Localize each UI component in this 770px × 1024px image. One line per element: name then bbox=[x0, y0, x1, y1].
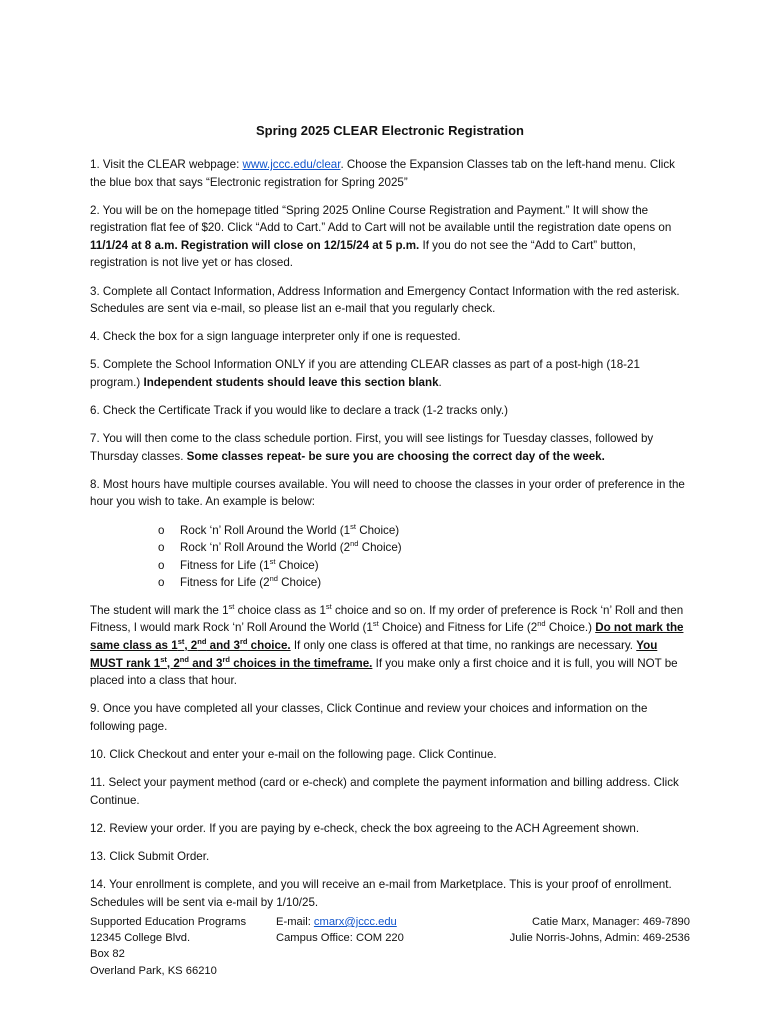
step-11: 11. Select your payment method (card or e-check) and complete the payment information and billing address. Click Continue. bbox=[90, 776, 679, 807]
list-item: o Fitness for Life (2nd Choice) bbox=[158, 574, 690, 592]
instructions-body bbox=[90, 122, 690, 922]
step-14: 14. Your enrollment is complete, and you will receive an e-mail from Marketplace. This is your proof of enrollment. Schedules will be sent via e-mail by 1/10/25. bbox=[90, 878, 672, 909]
staff-line: Catie Marx, Manager: 469-7890 bbox=[532, 916, 690, 928]
bullet-marker: o bbox=[158, 523, 165, 537]
staff-line: Julie Norris-Johns, Admin: 469-2536 bbox=[509, 932, 690, 945]
step-8: 8. Most hours have multiple courses available. You will need to choose the classes in your order of preference in the hour you wish to take. An example is below: bbox=[90, 477, 685, 509]
choice-example-list bbox=[90, 522, 690, 592]
list-item: o Fitness for Life (1st Choice) bbox=[158, 557, 690, 575]
bullet-marker: o bbox=[158, 558, 165, 572]
email-link[interactable]: cmarx@jccc.edu bbox=[313, 916, 397, 928]
bullet-marker: o bbox=[158, 541, 165, 555]
list-item: o Rock ‘n’ Roll Around the World (1st Choice) bbox=[158, 522, 690, 540]
must-rank-warning: You MUST rank 1st, 2nd and 3rd choices in the timeframe. bbox=[90, 639, 658, 670]
address-line: Supported Education Programs bbox=[90, 916, 247, 928]
staff-block bbox=[510, 914, 690, 946]
ranking-explanation: The student will mark the 1st choice class as 1st choice and so on. If my order of preference is Rock ‘n’ Roll and then Fitness, I would mark Rock ‘n’ Roll Around the World (1st Choice) and Fitness for Life (2nd Choice.) Do not mark the same class as 1st, 2nd and 3rd choice. If only one class is offered at that time, no rankings are necessary. You MUST rank 1st, 2nd and 3rd choices in the timeframe. If you make only a first choice and it is full, you will NOT be placed into a class that hour. bbox=[90, 601, 684, 688]
address-line: Box 82 bbox=[90, 948, 125, 961]
same-class-warning: Do not mark the same class as 1st, 2nd and 3rd choice. bbox=[90, 621, 684, 653]
step-2: 2. You will be on the homepage titled “Spring 2025 Online Course Registration and Payment.” It will show the registration flat fee of $20. Click “Add to Cart.” Add to Cart will not be available until the registration date opens on 11/1/24 at 8 a.m. Registration will close on 12/15/24 at 5 p.m. If you do not see the “Add to Cart” button, registration is not live yet or has closed. bbox=[90, 203, 672, 270]
address-line: 12345 College Blvd. bbox=[90, 932, 191, 945]
address-line: Overland Park, KS 66210 bbox=[90, 964, 217, 977]
step-6: 6. Check the Certificate Track if you would like to declare a track (1-2 tracks only.) bbox=[90, 404, 508, 418]
step-13: 13. Click Submit Order. bbox=[90, 849, 210, 863]
address-block bbox=[90, 914, 246, 979]
step-7: 7. You will then come to the class schedule portion. First, you will see listings for Tuesday classes, followed by Thursday classes. Some classes repeat- be sure you are choosing the correct day of the week. bbox=[90, 432, 654, 463]
campus-office: Campus Office: COM 220 bbox=[276, 932, 404, 945]
list-item: o Rock ‘n’ Roll Around the World (2nd Choice) bbox=[158, 539, 690, 557]
step-3: 3. Complete all Contact Information, Address Information and Emergency Contact Information with the red asterisk. Schedules are sent via e-mail, so please list an e-mail that you regularly check. bbox=[90, 284, 680, 316]
step-9: 9. Once you have completed all your classes, Click Continue and review your choices and information on the following page. bbox=[90, 702, 648, 733]
step-1: 1. Visit the CLEAR webpage: www.jccc.edu/clear. Choose the Expansion Classes tab on the left-hand menu. Click the blue box that says “Electronic registration for Spring 2025” bbox=[90, 158, 675, 189]
clear-webpage-link[interactable]: www.jccc.edu/clear bbox=[242, 158, 341, 171]
step-12: 12. Review your order. If you are paying by e-check, check the box agreeing to the ACH Agreement shown. bbox=[90, 821, 640, 835]
step-10: 10. Click Checkout and enter your e-mail on the following page. Click Continue. bbox=[90, 748, 497, 762]
step-5: 5. Complete the School Information ONLY if you are attending CLEAR classes as part of a post-high (18-21 program.) Independent students should leave this section blank. bbox=[90, 358, 640, 389]
step-4: 4. Check the box for a sign language interpreter only if one is requested. bbox=[90, 330, 461, 344]
contact-block bbox=[276, 914, 404, 946]
bullet-marker: o bbox=[158, 576, 165, 590]
page-title: Spring 2025 CLEAR Electronic Registration bbox=[255, 123, 524, 138]
email-line: E-mail: cmarx@jccc.edu bbox=[276, 916, 397, 928]
